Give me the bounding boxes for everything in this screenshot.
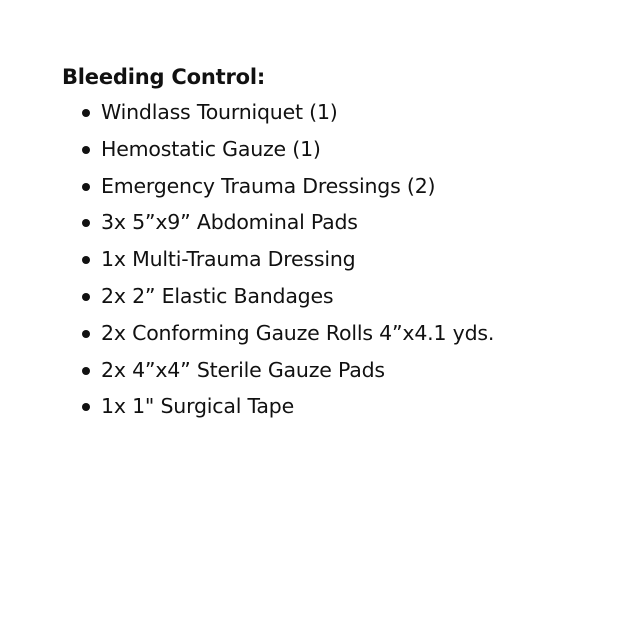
bullet-icon [82,256,90,264]
bullet-icon [82,109,90,117]
list-item [62,94,602,131]
list-item-text: 2x 2” Elastic Bandages [101,283,334,308]
bullet-icon [82,219,90,227]
bullet-icon [82,146,90,154]
list-item [62,168,602,205]
list-item-text: 2x 4”x4” Sterile Gauze Pads [101,357,385,382]
list-item-text: 1x 1" Surgical Tape [101,394,295,419]
list-item [62,278,602,315]
content-block [62,60,602,425]
list-item-text: Windlass Tourniquet (1) [101,100,338,124]
list-item [62,241,602,278]
list-item [62,315,602,352]
bullet-icon [82,330,90,338]
list-item [62,388,602,425]
bullet-icon [82,183,90,191]
list-item-text: 1x Multi-Trauma Dressing [101,247,356,272]
list-item [62,131,602,168]
bleeding-control-list [62,94,602,425]
list-item-text: Hemostatic Gauze (1) [101,136,321,161]
list-item [62,352,602,389]
list-item-text: 3x 5”x9” Abdominal Pads [101,210,358,235]
list-item-text: Emergency Trauma Dressings (2) [101,173,436,198]
bullet-icon [82,293,90,301]
section-heading: Bleeding Control: [62,65,266,89]
list-item [62,204,602,241]
bullet-icon [82,367,90,375]
list-item-text: 2x Conforming Gauze Rolls 4”x4.1 yds. [101,320,495,345]
bullet-icon [82,403,90,411]
